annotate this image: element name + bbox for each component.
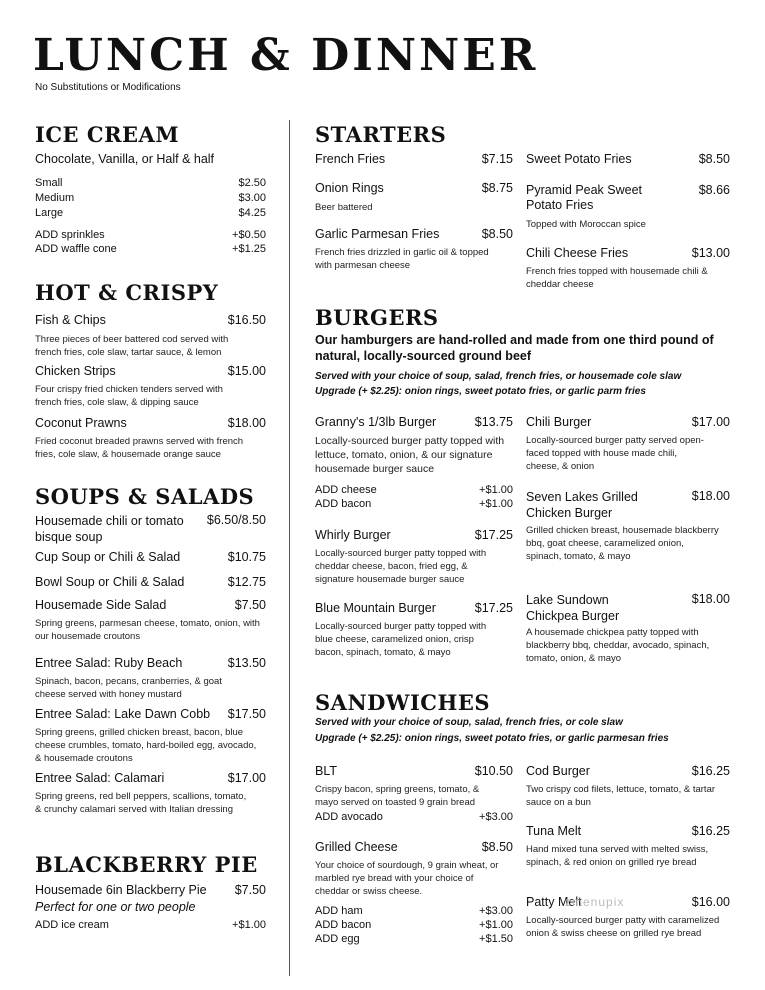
menu-item-price: $16.00	[691, 895, 730, 909]
addon-price: +$1.00	[479, 498, 513, 510]
menu-item-desc: Locally-sourced burger patty topped with lettuce, tomato, onion, & our signature housemade burger sauce	[315, 435, 505, 475]
menu-item-desc: Grilled chicken breast, housemade blackberry bbq, goat cheese, caramelized onion, spinach, tomato, & mayo	[526, 525, 719, 562]
burgers-served: Served with your choice of soup, salad, french fries, or housemade cole slaw	[315, 371, 682, 382]
menu-item-name: Granny's 1/3lb Burger	[315, 415, 437, 429]
addon-price: +$0.50	[232, 229, 266, 241]
menu-item-price: $16.50	[227, 313, 266, 327]
menu-item-price: $15.00	[227, 364, 266, 378]
menu-item-price: $8.50	[481, 227, 513, 241]
watermark: zmenupix	[565, 895, 625, 909]
menu-item-price: $8.75	[481, 181, 513, 195]
menu-item-price: $18.00	[227, 416, 266, 430]
menu-item-price: $7.15	[481, 152, 513, 166]
menu-item-name: Pyramid Peak Sweet Potato Fries	[526, 183, 643, 212]
menu-item-desc: Spinach, bacon, pecans, cranberries, & goat cheese served with honey mustard	[35, 676, 222, 700]
menu-item-name: Fish & Chips	[35, 313, 106, 327]
sandwiches-upgrade: Upgrade (+ $2.25): onion rings, sweet potato fries, or garlic parmesan fries	[315, 733, 669, 744]
menu-item-name: BLT	[315, 764, 337, 778]
menu-item-name: Tuna Melt	[526, 824, 582, 838]
section-title-burgers: BURGERS	[315, 305, 439, 330]
addon-name: ADD sprinkles	[35, 229, 105, 241]
section-title-soups-salads: SOUPS & SALADS	[35, 484, 255, 509]
menu-item-price: $17.00	[691, 415, 730, 429]
menu-item-price: $8.50	[481, 840, 513, 854]
menu-item-name: Coconut Prawns	[35, 416, 127, 430]
menu-item-name: Chili Cheese Fries	[526, 246, 629, 260]
menu-item-desc: Topped with Moroccan spice	[526, 219, 646, 230]
menu-item-price: $6.50/8.50	[206, 513, 266, 527]
menu-item-price: $12.75	[227, 575, 266, 589]
addon-price: +$1.00	[232, 919, 266, 931]
menu-item-desc: Two crispy cod filets, lettuce, tomato, & tartar sauce on a bun	[526, 784, 716, 808]
menu-item-desc: Spring greens, parmesan cheese, tomato, onion, with our housemade croutons	[35, 618, 260, 642]
addon-name: ADD bacon	[315, 919, 372, 931]
menu-item-name: Housemade 6in Blackberry Pie	[35, 883, 207, 897]
section-title-blackberry-pie: BLACKBERRY PIE	[35, 852, 258, 877]
menu-item-name: Whirly Burger	[315, 528, 391, 542]
size-name: Medium	[35, 192, 75, 204]
menu-item-desc: Hand mixed tuna served with melted swiss, spinach, & red onion on grilled rye bread	[526, 844, 709, 868]
menu-item-name: French Fries	[315, 152, 386, 166]
addon-price: +$3.00	[479, 811, 513, 823]
menu-item-desc: Spring greens, grilled chicken breast, bacon, blue cheese crumbles, tomato, hard-boiled egg, avocado, & housemade croutons	[35, 727, 257, 764]
menu-item-desc: Beer battered	[315, 202, 373, 213]
burgers-intro: Our hamburgers are hand-rolled and made from one third pound of natural, locally-sourced ground beef	[315, 333, 714, 363]
menu-item-desc: Locally-sourced burger patty topped with cheddar cheese, bacon, fried egg, & signature housemade burger sauce	[315, 548, 487, 585]
addon-name: ADD ice cream	[35, 919, 109, 931]
menu-item-price: $13.50	[227, 656, 266, 670]
section-title-starters: STARTERS	[315, 122, 447, 147]
menu-item-price: $13.00	[691, 246, 730, 260]
menu-item-name: Entree Salad: Ruby Beach	[35, 656, 183, 670]
menu-item-name: Grilled Cheese	[315, 840, 398, 854]
addon-name: ADD ham	[315, 905, 363, 917]
section-title-ice-cream: ICE CREAM	[35, 122, 180, 147]
addon-price: +$1.25	[232, 243, 266, 255]
addon-price: +$3.00	[479, 905, 513, 917]
menu-item-price: $18.00	[691, 489, 730, 503]
section-title-sandwiches: SANDWICHES	[315, 690, 490, 715]
burgers-upgrade: Upgrade (+ $2.25): onion rings, sweet potato fries, or garlic parm fries	[315, 386, 646, 397]
section-title-hot-crispy: HOT & CRISPY	[35, 280, 219, 305]
menu-item-name: Entree Salad: Lake Dawn Cobb	[35, 707, 211, 721]
menu-item-name: Chili Burger	[526, 415, 592, 429]
menu-item-price: $17.25	[474, 601, 513, 615]
addon-price: +$1.00	[479, 484, 513, 496]
menu-item-price: $16.25	[691, 764, 730, 778]
menu-item-price: $16.25	[691, 824, 730, 838]
addon-name: ADD cheese	[315, 484, 377, 496]
addon-name: ADD waffle cone	[35, 243, 117, 255]
ice-cream-subtitle: Chocolate, Vanilla, or Half & half	[35, 152, 215, 166]
menu-item-name: Patty Melt	[526, 895, 582, 909]
menu-item-name: Chicken Strips	[35, 364, 116, 378]
menu-item-desc: A housemade chickpea patty topped with blackberry bbq, cheddar, avocado, spinach, tomato, onion, & mayo	[526, 627, 710, 664]
pie-tagline: Perfect for one or two people	[35, 900, 196, 914]
addon-price: +$1.50	[479, 933, 513, 945]
page-subtitle: No Substitutions or Modifications	[35, 82, 181, 93]
menu-item-name: Housemade chili or tomato bisque soup	[35, 514, 184, 544]
menu-item-desc: Locally-sourced burger patty topped with blue cheese, caramelized onion, crisp bacon, spinach, tomato, & mayo	[315, 621, 487, 658]
menu-item-price: $10.75	[227, 550, 266, 564]
menu-item-price: $7.50	[234, 598, 266, 612]
menu-item-name: Bowl Soup or Chili & Salad	[35, 575, 185, 589]
size-price: $2.50	[238, 177, 266, 189]
menu-item-price: $13.75	[474, 415, 513, 429]
menu-item-name: Onion Rings	[315, 181, 384, 195]
menu-item-price: $18.00	[691, 592, 730, 606]
menu-item-desc: French fries drizzled in garlic oil & topped with parmesan cheese	[315, 247, 489, 271]
menu-item-desc: Crispy bacon, spring greens, tomato, & mayo served on toasted 9 grain bread	[315, 784, 480, 808]
menu-item-name: Cup Soup or Chili & Salad	[35, 550, 181, 564]
menu-item-price: $7.50	[234, 883, 266, 897]
menu-item-name: Lake Sundown Chickpea Burger	[526, 593, 620, 623]
menu-item-desc: Your choice of sourdough, 9 grain wheat, or marbled rye bread with your choice of cheddar or swiss cheese.	[315, 860, 499, 897]
menu-item-name: Garlic Parmesan Fries	[315, 227, 440, 241]
size-price: $4.25	[238, 207, 266, 219]
menu-item-name: Blue Mountain Burger	[315, 601, 436, 615]
menu-item-price: $17.50	[227, 707, 266, 721]
size-name: Small	[35, 177, 63, 189]
menu-item-desc: Locally-sourced burger patty served open-faced topped with house made chili, cheese, & onion	[526, 435, 704, 472]
menu-item-name: Entree Salad: Calamari	[35, 771, 165, 785]
addon-name: ADD egg	[315, 933, 360, 945]
menu-item-desc: Locally-sourced burger patty with caramelized onion & swiss cheese on grilled rye bread	[526, 915, 720, 939]
menu-item-desc: Fried coconut breaded prawns served with french fries, cole slaw, & housemade orange sauce	[35, 436, 244, 460]
size-name: Large	[35, 207, 64, 219]
size-price: $3.00	[238, 192, 266, 204]
menu-item-desc: Three pieces of beer battered cod served with french fries, cole slaw, tartar sauce, & lemon	[35, 334, 229, 358]
menu-item-name: Sweet Potato Fries	[526, 152, 632, 166]
menu-item-price: $8.50	[698, 152, 730, 166]
menu-item-price: $8.66	[698, 183, 730, 197]
addon-name: ADD avocado	[315, 811, 383, 823]
menu-item-price: $17.00	[227, 771, 266, 785]
addon-name: ADD bacon	[315, 498, 372, 510]
menu-item-desc: Four crispy fried chicken tenders served with french fries, cole slaw, & dipping sauce	[35, 384, 223, 408]
menu-item-price: $10.50	[474, 764, 513, 778]
menu-item-name: Cod Burger	[526, 764, 590, 778]
menu-item-desc: French fries topped with housemade chili & cheddar cheese	[526, 266, 708, 290]
menu-item-desc: Spring greens, red bell peppers, scallions, tomato, & crunchy calamari served with Italian dressing	[35, 791, 247, 815]
menu-item-name: Housemade Side Salad	[35, 598, 167, 612]
column-divider	[289, 120, 290, 976]
menu-item-price: $17.25	[474, 528, 513, 542]
page-title: LUNCH & DINNER	[33, 30, 539, 81]
addon-price: +$1.00	[479, 919, 513, 931]
sandwiches-served: Served with your choice of soup, salad, french fries, or cole slaw	[315, 717, 623, 728]
menu-item-name: Seven Lakes Grilled Chicken Burger	[526, 490, 638, 520]
